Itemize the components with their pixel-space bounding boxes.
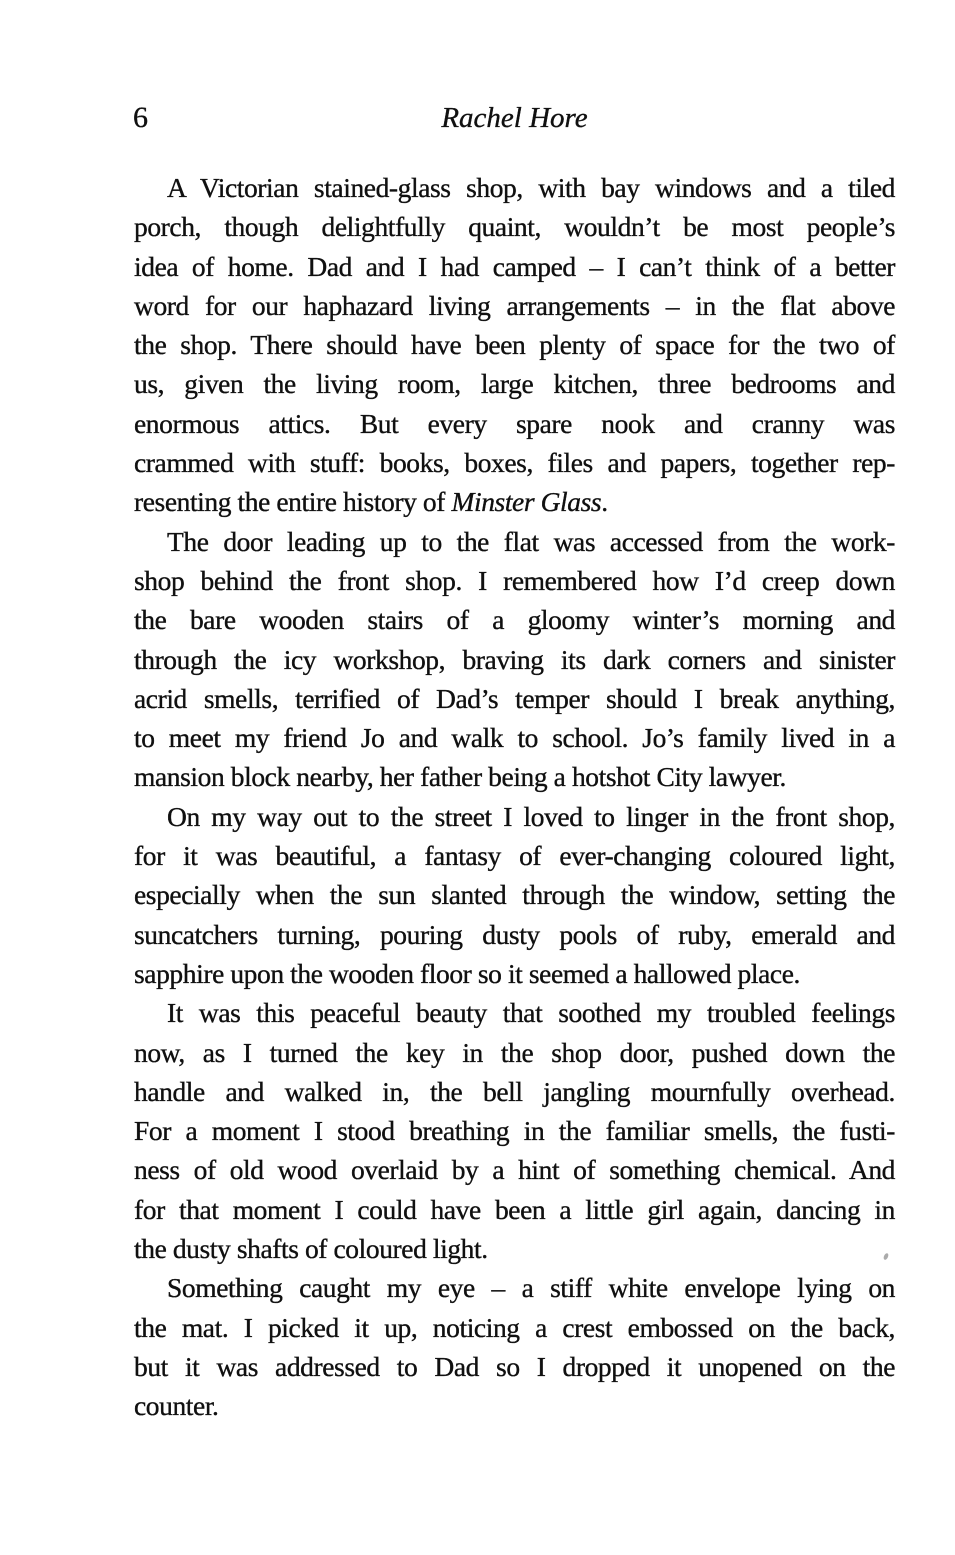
text-line: the shop. There should have been plenty of space for the two of (134, 329, 895, 361)
text-line: A Victorian stained-glass shop, with bay windows and a tiled (167, 172, 895, 203)
text-line: especially when the sun slanted through the window, setting the (134, 879, 895, 911)
text-line: Something caught my eye – a stiff white envelope lying on (167, 1272, 895, 1304)
text-line: resenting the entire history of Minster Glass. (134, 486, 608, 518)
text-line: shop behind the front shop. I remembered how I’d creep down (134, 564, 895, 596)
text-line: handle and walked in, the bell jangling mournfully overhead. (134, 1075, 895, 1107)
text-line: word for our haphazard living arrangements – in the flat above (134, 289, 895, 321)
text-line: It was this peaceful beauty that soothed my troubled feelings (167, 997, 895, 1029)
text-line: us, given the living room, large kitchen, three bedrooms and (134, 368, 895, 400)
text-line: The door leading up to the flat was accessed from the work- (167, 525, 895, 557)
text-line: crammed with stuff: books, boxes, files and papers, together rep- (134, 447, 895, 479)
text-line: for that moment I could have been a little girl again, dancing in (134, 1193, 895, 1225)
text-line: the bare wooden stairs of a gloomy winter’s morning and (134, 604, 895, 636)
text-line: to meet my friend Jo and walk to school. Jo’s family lived in a (134, 722, 895, 754)
text-line: through the icy workshop, braving its dark corners and sinister (134, 643, 895, 675)
text-line: the mat. I picked it up, noticing a crest embossed on the back, (134, 1311, 895, 1343)
running-header-title: Rachel Hore (441, 102, 588, 134)
text-line: porch, though delightfully quaint, wouldn’t be most people’s (134, 211, 895, 243)
text-line: For a moment I stood breathing in the familiar smells, the fusti- (134, 1115, 895, 1147)
body-text (134, 168, 895, 1426)
text-line: sapphire upon the wooden floor so it seemed a hallowed place. (134, 957, 800, 989)
page-number: 6 (133, 101, 148, 134)
text-line: but it was addressed to Dad so I dropped it unopened on the (134, 1350, 895, 1382)
text-line: for it was beautiful, a fantasy of ever-changing coloured light, (134, 840, 895, 872)
text-line: counter. (134, 1390, 219, 1422)
text-line: the dusty shafts of coloured light. (134, 1233, 488, 1265)
text-line: On my way out to the street I loved to linger in the front shop, (167, 800, 895, 832)
text-line: now, as I turned the key in the shop door, pushed down the (134, 1036, 895, 1068)
text-line: ness of old wood overlaid by a hint of something chemical. And (134, 1154, 895, 1186)
text-line: mansion block nearby, her father being a hotshot City lawyer. (134, 761, 786, 793)
text-line: enormous attics. But every spare nook and cranny was (134, 407, 895, 439)
text-line: idea of home. Dad and I had camped – I can’t think of a better (134, 250, 895, 282)
text-line: acrid smells, terrified of Dad’s temper should I break anything, (134, 682, 895, 714)
text-line: suncatchers turning, pouring dusty pools of ruby, emerald and (134, 918, 895, 950)
